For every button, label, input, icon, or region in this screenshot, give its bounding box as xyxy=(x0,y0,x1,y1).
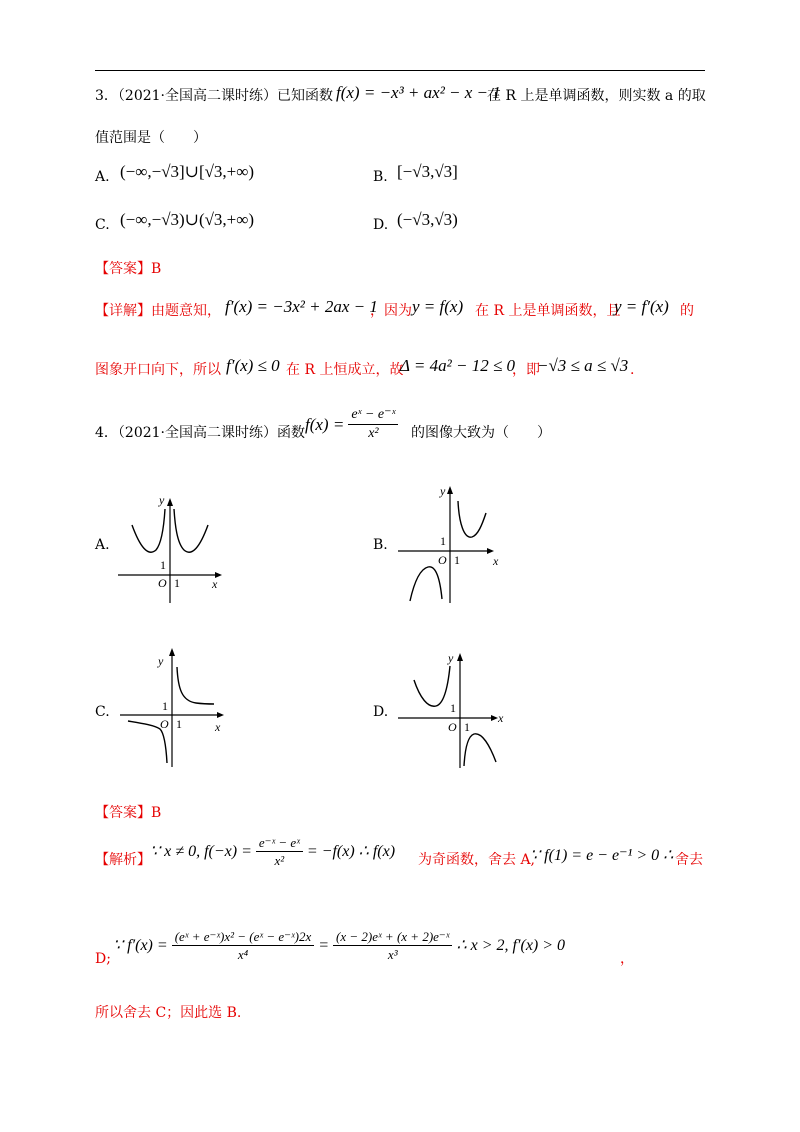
q3-line2: 值范围是（ ） xyxy=(95,130,207,146)
q4-analysis-f3: ∵ f′(x) = xyxy=(113,936,168,954)
graph-d-tick-one-y: 1 xyxy=(450,701,456,715)
q3-detail-l2b: 在 R 上恒成立，故 xyxy=(286,362,404,378)
q4-graph-a xyxy=(118,495,228,605)
q3-detail-t2: 在 R 上是单调函数，且 xyxy=(475,303,621,319)
q3-detail-t1: ，因为 xyxy=(370,303,412,319)
q3-detail-label: 【详解】由题意知， xyxy=(95,303,221,319)
q4-option-d-letter: D. xyxy=(373,704,389,720)
q4-analysis-num2: (eˣ + e⁻ˣ)x² − (eˣ − e⁻ˣ)2x xyxy=(172,930,315,946)
q4-analysis-formula2 xyxy=(113,930,565,961)
graph-d-origin-label: O xyxy=(448,720,457,734)
graph-b-tick-one-y: 1 xyxy=(440,534,446,548)
graph-a-tick-one: 1 xyxy=(174,576,180,590)
q3-detail-f5: Δ = 4a² − 12 ≤ 0 xyxy=(400,356,516,375)
q3-suffix: 在 R 上是单调函数，则实数 a 的取 xyxy=(487,88,706,104)
header-rule xyxy=(95,70,705,71)
q4-function-fraction xyxy=(348,408,398,441)
q4-analysis-label: 【解析】 xyxy=(95,852,151,868)
q3-detail-l2a: 图象开口向下，所以 xyxy=(95,362,221,378)
q4-analysis-den1: x² xyxy=(274,853,285,868)
graph-c-tick-one-y: 1 xyxy=(162,699,168,713)
graph-d-y-label: y xyxy=(448,651,454,665)
q4-analysis-f1b: = −f(x) ∴ f(x) xyxy=(306,842,396,860)
graph-b-origin-label: O xyxy=(438,553,447,567)
q3-option-a-letter: A. xyxy=(95,169,110,185)
graph-d-tick-one: 1 xyxy=(464,720,470,734)
q3-detail-t3: 的 xyxy=(680,303,694,319)
q4-function xyxy=(305,408,398,441)
graph-b-tick-one: 1 xyxy=(454,553,460,567)
q4-suffix: 的图像大致为（ ） xyxy=(411,425,551,441)
graph-a-origin-label: O xyxy=(158,576,167,590)
q3-detail-l2d: . xyxy=(630,362,635,378)
q3-option-d: (−√3,√3) xyxy=(397,210,458,229)
graph-c-x-label: x xyxy=(215,720,221,734)
q3-option-b: [−√3,√3] xyxy=(397,162,458,181)
q4-option-c-letter: C. xyxy=(95,704,110,720)
q3-detail-f3: y = f′(x) xyxy=(614,297,669,316)
q3-function: f(x) = −x³ + ax² − x − 1 xyxy=(336,83,501,102)
graph-d-x-label: x xyxy=(498,711,504,725)
q4-prefix: 4．（2021·全国高二课时练）函数 xyxy=(95,425,305,441)
graph-a-tick-one-y: 1 xyxy=(160,558,166,572)
q4-analysis-num3: (x − 2)eˣ + (x + 2)e⁻ˣ xyxy=(333,930,452,946)
q4-analysis-f1: ∵ x ≠ 0, f(−x) = xyxy=(150,842,252,860)
q4-graph-c xyxy=(120,645,230,770)
q3-option-a: (−∞,−√3]∪[√3,+∞) xyxy=(120,162,255,181)
q4-analysis-num1: e⁻ˣ − eˣ xyxy=(256,836,303,852)
q4-analysis-f4: ∴ x > 2, f′(x) > 0 xyxy=(456,936,566,954)
q4-analysis-l2: D; xyxy=(95,951,111,967)
q3-option-b-letter: B. xyxy=(373,169,388,185)
q3-prefix: 3．（2021·全国高二课时练）已知函数 xyxy=(95,88,333,104)
q3-detail-f2: y = f(x) xyxy=(412,297,464,316)
q4-conclusion: 所以舍去 C；因此选 B. xyxy=(95,1005,242,1021)
graph-c-origin-label: O xyxy=(160,717,169,731)
q4-option-a-letter: A. xyxy=(95,537,110,553)
q3-detail-f4: f′(x) ≤ 0 xyxy=(226,356,280,375)
q4-answer: 【答案】B xyxy=(95,805,162,821)
q3-detail-f1: f′(x) = −3x² + 2ax − 1 xyxy=(225,297,378,316)
q4-function-denominator: x² xyxy=(368,426,379,441)
graph-a-y-label: y xyxy=(159,495,165,507)
graph-a-x-label: x xyxy=(212,577,218,591)
q4-analysis-den3: x³ xyxy=(387,947,398,962)
q4-option-b-letter: B. xyxy=(373,537,388,553)
q4-graph-d xyxy=(398,650,513,770)
q4-analysis-t2: 舍去 xyxy=(675,852,703,868)
graph-b-y-label: y xyxy=(440,484,446,498)
q3-detail-f6: −√3 ≤ a ≤ √3 xyxy=(537,356,629,375)
graph-c-tick-one: 1 xyxy=(176,717,182,731)
graph-b-x-label: x xyxy=(493,554,499,568)
q4-analysis-eq: = xyxy=(318,936,330,954)
q3-option-c-letter: C. xyxy=(95,217,110,233)
q3-detail-l2c: ，即 xyxy=(512,362,540,378)
q4-function-lhs: f(x) = xyxy=(305,415,345,434)
graph-c-y-label: y xyxy=(158,654,164,668)
q3-answer: 【答案】B xyxy=(95,261,162,277)
q4-function-numerator: eˣ − e⁻ˣ xyxy=(348,408,398,425)
q4-analysis-fraction1 xyxy=(256,836,303,867)
q4-analysis-formula1 xyxy=(150,836,395,867)
q4-analysis-fraction2 xyxy=(172,930,315,961)
q4-analysis-t1: 为奇函数，舍去 A, xyxy=(418,852,536,868)
q3-option-d-letter: D. xyxy=(373,217,389,233)
q4-analysis-comma: ， xyxy=(620,951,634,967)
q4-graph-b xyxy=(398,483,508,608)
q4-analysis-den2: x⁴ xyxy=(237,947,249,962)
q4-analysis-f2: ∵ f(1) = e − e⁻¹ > 0 ∴ xyxy=(530,847,674,864)
q4-analysis-fraction3 xyxy=(333,930,452,961)
q3-option-c: (−∞,−√3)∪(√3,+∞) xyxy=(120,210,255,229)
